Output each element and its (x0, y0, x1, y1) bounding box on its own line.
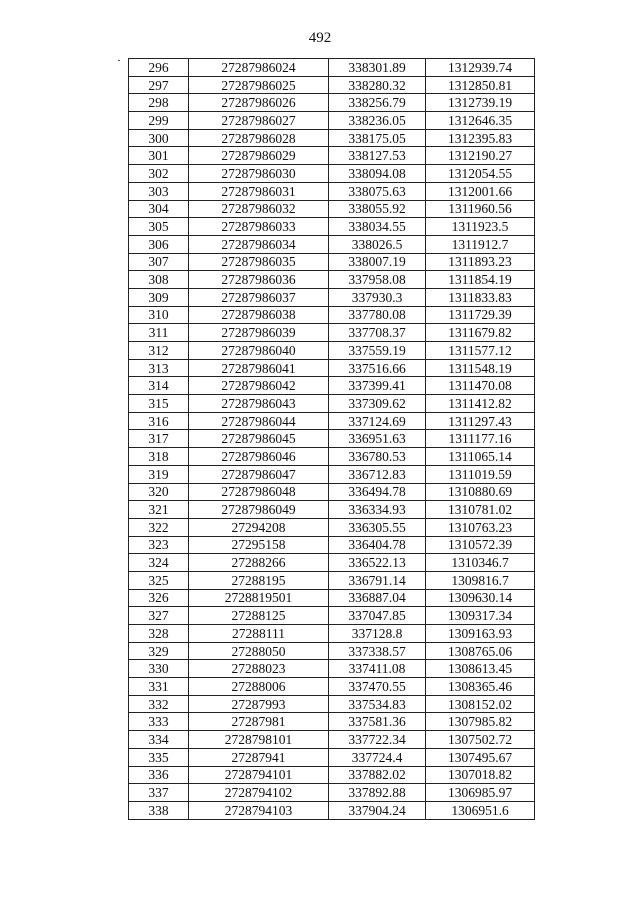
row-number-cell: 312 (129, 342, 189, 360)
x-coordinate-cell: 338175.05 (329, 129, 426, 147)
point-id-cell: 27287986027 (189, 112, 329, 130)
point-id-cell: 27287986046 (189, 448, 329, 466)
point-id-cell: 27287986047 (189, 465, 329, 483)
point-id-cell: 27287986043 (189, 395, 329, 413)
table-row (129, 554, 535, 572)
row-number-cell: 320 (129, 483, 189, 501)
point-id-cell: 27288195 (189, 571, 329, 589)
table-row (129, 625, 535, 643)
y-coordinate-cell: 1309630.14 (426, 589, 535, 607)
x-coordinate-cell: 337516.66 (329, 359, 426, 377)
table-row (129, 536, 535, 554)
y-coordinate-cell: 1311297.43 (426, 412, 535, 430)
point-id-cell: 27287986044 (189, 412, 329, 430)
row-number-cell: 302 (129, 165, 189, 183)
x-coordinate-cell: 337399.41 (329, 377, 426, 395)
y-coordinate-cell: 1312739.19 (426, 94, 535, 112)
y-coordinate-cell: 1309317.34 (426, 607, 535, 625)
y-coordinate-cell: 1311960.56 (426, 200, 535, 218)
x-coordinate-cell: 338055.92 (329, 200, 426, 218)
x-coordinate-cell: 338127.53 (329, 147, 426, 165)
y-coordinate-cell: 1312850.81 (426, 76, 535, 94)
x-coordinate-cell: 336494.78 (329, 483, 426, 501)
row-number-cell: 301 (129, 147, 189, 165)
table-row (129, 271, 535, 289)
x-coordinate-cell: 337930.3 (329, 288, 426, 306)
point-id-cell: 27287986042 (189, 377, 329, 395)
x-coordinate-cell: 336334.93 (329, 501, 426, 519)
point-id-cell: 27288125 (189, 607, 329, 625)
x-coordinate-cell: 338280.32 (329, 76, 426, 94)
y-coordinate-cell: 1312001.66 (426, 182, 535, 200)
table-row (129, 218, 535, 236)
x-coordinate-cell: 337128.8 (329, 625, 426, 643)
row-number-cell: 336 (129, 766, 189, 784)
y-coordinate-cell: 1312190.27 (426, 147, 535, 165)
row-number-cell: 326 (129, 589, 189, 607)
row-number-cell: 322 (129, 518, 189, 536)
x-coordinate-cell: 336780.53 (329, 448, 426, 466)
point-id-cell: 27287986049 (189, 501, 329, 519)
page-number: 492 (308, 30, 332, 46)
y-coordinate-cell: 1311679.82 (426, 324, 535, 342)
x-coordinate-cell: 338301.89 (329, 59, 426, 77)
point-id-cell: 2728819501 (189, 589, 329, 607)
table-row (129, 412, 535, 430)
row-number-cell: 306 (129, 235, 189, 253)
point-id-cell: 2728798101 (189, 731, 329, 749)
point-id-cell: 27287986037 (189, 288, 329, 306)
y-coordinate-cell: 1311177.16 (426, 430, 535, 448)
table-row (129, 359, 535, 377)
point-id-cell: 27287986028 (189, 129, 329, 147)
y-coordinate-cell: 1310880.69 (426, 483, 535, 501)
x-coordinate-cell: 338256.79 (329, 94, 426, 112)
table-row (129, 129, 535, 147)
point-id-cell: 2728794102 (189, 784, 329, 802)
table-row (129, 518, 535, 536)
table-row (129, 695, 535, 713)
y-coordinate-cell: 1307495.67 (426, 748, 535, 766)
y-coordinate-cell: 1306985.97 (426, 784, 535, 802)
row-number-cell: 331 (129, 678, 189, 696)
table-row (129, 766, 535, 784)
table-row (129, 483, 535, 501)
y-coordinate-cell: 1311577.12 (426, 342, 535, 360)
y-coordinate-cell: 1309163.93 (426, 625, 535, 643)
y-coordinate-cell: 1308613.45 (426, 660, 535, 678)
table-row (129, 642, 535, 660)
point-id-cell: 27287986026 (189, 94, 329, 112)
row-number-cell: 332 (129, 695, 189, 713)
row-number-cell: 330 (129, 660, 189, 678)
y-coordinate-cell: 1306951.6 (426, 801, 535, 819)
row-number-cell: 324 (129, 554, 189, 572)
table-row (129, 200, 535, 218)
table-row (129, 165, 535, 183)
y-coordinate-cell: 1311912.7 (426, 235, 535, 253)
table-row (129, 678, 535, 696)
row-number-cell: 323 (129, 536, 189, 554)
table-row (129, 430, 535, 448)
x-coordinate-cell: 337780.08 (329, 306, 426, 324)
point-id-cell: 27287986034 (189, 235, 329, 253)
y-coordinate-cell: 1310572.39 (426, 536, 535, 554)
x-coordinate-cell: 337338.57 (329, 642, 426, 660)
coordinates-table (128, 58, 535, 820)
y-coordinate-cell: 1311065.14 (426, 448, 535, 466)
row-number-cell: 329 (129, 642, 189, 660)
row-number-cell: 304 (129, 200, 189, 218)
point-id-cell: 27295158 (189, 536, 329, 554)
table-row (129, 377, 535, 395)
row-number-cell: 333 (129, 713, 189, 731)
row-number-cell: 308 (129, 271, 189, 289)
point-id-cell: 27287986035 (189, 253, 329, 271)
y-coordinate-cell: 1307502.72 (426, 731, 535, 749)
y-coordinate-cell: 1311893.23 (426, 253, 535, 271)
point-id-cell: 27287986040 (189, 342, 329, 360)
x-coordinate-cell: 336712.83 (329, 465, 426, 483)
x-coordinate-cell: 336522.13 (329, 554, 426, 572)
y-coordinate-cell: 1312054.55 (426, 165, 535, 183)
point-id-cell: 27287986030 (189, 165, 329, 183)
y-coordinate-cell: 1312646.35 (426, 112, 535, 130)
margin-mark (118, 60, 120, 61)
x-coordinate-cell: 338236.05 (329, 112, 426, 130)
row-number-cell: 299 (129, 112, 189, 130)
row-number-cell: 300 (129, 129, 189, 147)
x-coordinate-cell: 337309.62 (329, 395, 426, 413)
point-id-cell: 27287986036 (189, 271, 329, 289)
table-row (129, 324, 535, 342)
row-number-cell: 337 (129, 784, 189, 802)
y-coordinate-cell: 1310763.23 (426, 518, 535, 536)
table-row (129, 607, 535, 625)
row-number-cell: 311 (129, 324, 189, 342)
x-coordinate-cell: 337534.83 (329, 695, 426, 713)
table-row (129, 571, 535, 589)
y-coordinate-cell: 1310346.7 (426, 554, 535, 572)
point-id-cell: 27288023 (189, 660, 329, 678)
y-coordinate-cell: 1311833.83 (426, 288, 535, 306)
table-row (129, 94, 535, 112)
y-coordinate-cell: 1307985.82 (426, 713, 535, 731)
point-id-cell: 27294208 (189, 518, 329, 536)
row-number-cell: 297 (129, 76, 189, 94)
x-coordinate-cell: 337411.08 (329, 660, 426, 678)
row-number-cell: 325 (129, 571, 189, 589)
table-row (129, 235, 535, 253)
table-row (129, 501, 535, 519)
row-number-cell: 338 (129, 801, 189, 819)
y-coordinate-cell: 1311729.39 (426, 306, 535, 324)
row-number-cell: 334 (129, 731, 189, 749)
x-coordinate-cell: 338026.5 (329, 235, 426, 253)
x-coordinate-cell: 337124.69 (329, 412, 426, 430)
point-id-cell: 27287981 (189, 713, 329, 731)
row-number-cell: 321 (129, 501, 189, 519)
x-coordinate-cell: 337724.4 (329, 748, 426, 766)
row-number-cell: 310 (129, 306, 189, 324)
x-coordinate-cell: 338034.55 (329, 218, 426, 236)
point-id-cell: 2728794101 (189, 766, 329, 784)
table-row (129, 182, 535, 200)
row-number-cell: 314 (129, 377, 189, 395)
table-row (129, 147, 535, 165)
point-id-cell: 27287986045 (189, 430, 329, 448)
point-id-cell: 27287986029 (189, 147, 329, 165)
y-coordinate-cell: 1311548.19 (426, 359, 535, 377)
y-coordinate-cell: 1309816.7 (426, 571, 535, 589)
row-number-cell: 303 (129, 182, 189, 200)
point-id-cell: 27287986041 (189, 359, 329, 377)
row-number-cell: 305 (129, 218, 189, 236)
x-coordinate-cell: 337958.08 (329, 271, 426, 289)
x-coordinate-cell: 337722.34 (329, 731, 426, 749)
table-row (129, 395, 535, 413)
x-coordinate-cell: 336791.14 (329, 571, 426, 589)
x-coordinate-cell: 337904.24 (329, 801, 426, 819)
y-coordinate-cell: 1307018.82 (426, 766, 535, 784)
row-number-cell: 317 (129, 430, 189, 448)
table-row (129, 748, 535, 766)
table-row (129, 465, 535, 483)
table-row (129, 801, 535, 819)
point-id-cell: 27288050 (189, 642, 329, 660)
x-coordinate-cell: 337470.55 (329, 678, 426, 696)
x-coordinate-cell: 336887.04 (329, 589, 426, 607)
row-number-cell: 328 (129, 625, 189, 643)
y-coordinate-cell: 1311019.59 (426, 465, 535, 483)
x-coordinate-cell: 337892.88 (329, 784, 426, 802)
x-coordinate-cell: 337708.37 (329, 324, 426, 342)
y-coordinate-cell: 1308765.06 (426, 642, 535, 660)
table-row (129, 731, 535, 749)
point-id-cell: 27287986048 (189, 483, 329, 501)
x-coordinate-cell: 336951.63 (329, 430, 426, 448)
point-id-cell: 27287986033 (189, 218, 329, 236)
x-coordinate-cell: 337047.85 (329, 607, 426, 625)
point-id-cell: 27288266 (189, 554, 329, 572)
point-id-cell: 27287986039 (189, 324, 329, 342)
table-row (129, 253, 535, 271)
row-number-cell: 315 (129, 395, 189, 413)
x-coordinate-cell: 338007.19 (329, 253, 426, 271)
row-number-cell: 313 (129, 359, 189, 377)
table-row (129, 448, 535, 466)
row-number-cell: 318 (129, 448, 189, 466)
x-coordinate-cell: 337882.02 (329, 766, 426, 784)
y-coordinate-cell: 1308152.02 (426, 695, 535, 713)
point-id-cell: 27287986025 (189, 76, 329, 94)
table-row (129, 342, 535, 360)
point-id-cell: 27287986024 (189, 59, 329, 77)
row-number-cell: 298 (129, 94, 189, 112)
x-coordinate-cell: 336305.55 (329, 518, 426, 536)
row-number-cell: 307 (129, 253, 189, 271)
y-coordinate-cell: 1312939.74 (426, 59, 535, 77)
point-id-cell: 27287986038 (189, 306, 329, 324)
table-row (129, 660, 535, 678)
table-row (129, 306, 535, 324)
y-coordinate-cell: 1311412.82 (426, 395, 535, 413)
row-number-cell: 316 (129, 412, 189, 430)
y-coordinate-cell: 1312395.83 (426, 129, 535, 147)
table-body (129, 59, 535, 820)
x-coordinate-cell: 337559.19 (329, 342, 426, 360)
point-id-cell: 27287993 (189, 695, 329, 713)
point-id-cell: 27288006 (189, 678, 329, 696)
table-row (129, 784, 535, 802)
point-id-cell: 2728794103 (189, 801, 329, 819)
y-coordinate-cell: 1308365.46 (426, 678, 535, 696)
row-number-cell: 309 (129, 288, 189, 306)
x-coordinate-cell: 338094.08 (329, 165, 426, 183)
row-number-cell: 335 (129, 748, 189, 766)
table-row (129, 59, 535, 77)
table-row (129, 112, 535, 130)
table-row (129, 713, 535, 731)
point-id-cell: 27287986031 (189, 182, 329, 200)
point-id-cell: 27287986032 (189, 200, 329, 218)
y-coordinate-cell: 1311470.08 (426, 377, 535, 395)
table-row (129, 76, 535, 94)
point-id-cell: 27288111 (189, 625, 329, 643)
x-coordinate-cell: 336404.78 (329, 536, 426, 554)
table-row (129, 288, 535, 306)
x-coordinate-cell: 338075.63 (329, 182, 426, 200)
y-coordinate-cell: 1311854.19 (426, 271, 535, 289)
row-number-cell: 327 (129, 607, 189, 625)
row-number-cell: 296 (129, 59, 189, 77)
y-coordinate-cell: 1311923.5 (426, 218, 535, 236)
point-id-cell: 27287941 (189, 748, 329, 766)
x-coordinate-cell: 337581.36 (329, 713, 426, 731)
y-coordinate-cell: 1310781.02 (426, 501, 535, 519)
row-number-cell: 319 (129, 465, 189, 483)
table-row (129, 589, 535, 607)
